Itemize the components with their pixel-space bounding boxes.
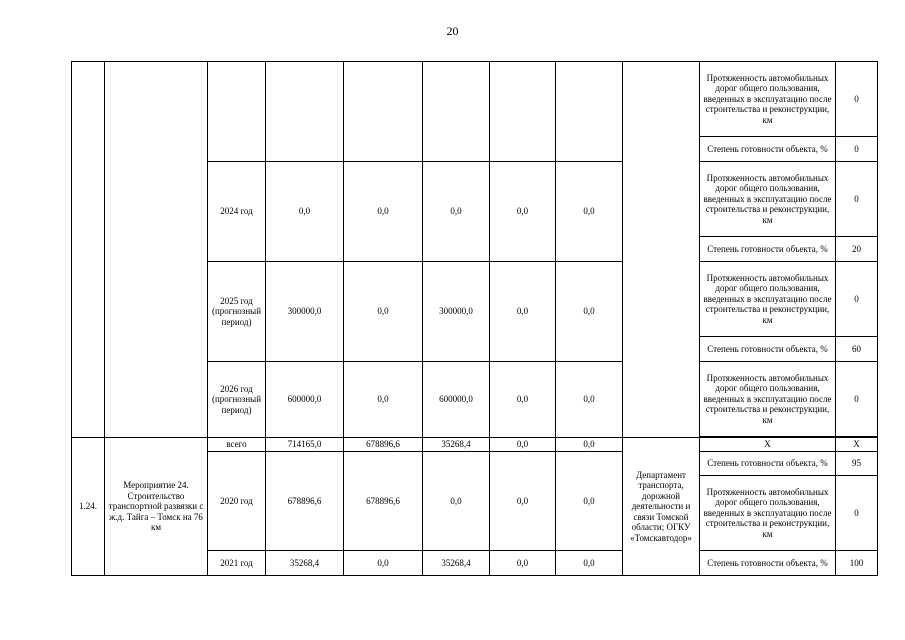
total-value: 678896,6 (344, 438, 423, 452)
value-cell: 35268,4 (266, 551, 344, 576)
value-cell: 0,0 (490, 162, 556, 262)
indicator-readiness: Степень готовности объекта, % (700, 337, 836, 362)
value-cell: 600000,0 (423, 362, 490, 438)
year-cell: 2024 год (208, 162, 266, 262)
year-cell: 2026 год (прогнозный период) (208, 362, 266, 438)
target-value: 20 (836, 237, 878, 262)
total-indicator: Х (700, 438, 836, 452)
total-value: 35268,4 (423, 438, 490, 452)
target-value: 0 (836, 162, 878, 237)
indicator-length: Протяженность автомобильных дорог общего пользования, введенных в эксплуатацию после строительства и реконструкции, км (700, 62, 836, 137)
item-executor: Департамент транспорта, дорожной деятельности и связи Томской области; ОГКУ «Томскавтодор» (623, 438, 700, 576)
value-cell: 0,0 (266, 162, 344, 262)
cell-number-empty (72, 62, 105, 438)
value-cell: 600000,0 (266, 362, 344, 438)
value-cell: 35268,4 (423, 551, 490, 576)
target-value: 95 (836, 452, 878, 476)
target-value: 60 (836, 337, 878, 362)
value-cell: 0,0 (556, 362, 623, 438)
total-target: Х (836, 438, 878, 452)
value-cell: 0,0 (490, 262, 556, 362)
target-value: 0 (836, 62, 878, 137)
indicator-length: Протяженность автомобильных дорог общего пользования, введенных в эксплуатацию после строительства и реконструкции, км (700, 262, 836, 337)
value-cell: 0,0 (423, 452, 490, 551)
value-cell: 0,0 (556, 452, 623, 551)
total-label: всего (208, 438, 266, 452)
cell-value-empty (556, 62, 623, 162)
year-cell: 2025 год (прогнозный период) (208, 262, 266, 362)
year-cell: 2020 год (208, 452, 266, 551)
cell-year-empty (208, 62, 266, 162)
indicator-length: Протяженность автомобильных дорог общего пользования, введенных в эксплуатацию после строительства и реконструкции, км (700, 362, 836, 437)
indicator-readiness: Степень готовности объекта, % (700, 452, 836, 476)
value-cell: 300000,0 (423, 262, 490, 362)
total-value: 714165,0 (266, 438, 344, 452)
value-cell: 0,0 (423, 162, 490, 262)
value-cell: 0,0 (344, 162, 423, 262)
target-value: 0 (836, 362, 878, 437)
value-cell: 0,0 (490, 362, 556, 438)
value-cell: 678896,6 (344, 452, 423, 551)
value-cell: 0,0 (344, 362, 423, 438)
cell-value-empty (490, 62, 556, 162)
indicator-readiness: Степень готовности объекта, % (700, 237, 836, 262)
target-value: 100 (836, 551, 878, 576)
value-cell: 0,0 (556, 162, 623, 262)
item-number: 1.24. (72, 438, 105, 576)
indicator-readiness: Степень готовности объекта, % (700, 137, 836, 162)
target-value: 0 (836, 137, 878, 162)
value-cell: 0,0 (490, 551, 556, 576)
value-cell: 0,0 (490, 452, 556, 551)
total-value: 0,0 (556, 438, 623, 452)
page-number: 20 (446, 24, 459, 38)
cell-executor-empty (623, 62, 700, 438)
cell-value-empty (344, 62, 423, 162)
target-value: 0 (836, 476, 878, 551)
cell-name-empty (105, 62, 208, 438)
cell-value-empty (423, 62, 490, 162)
target-value: 0 (836, 262, 878, 337)
indicator-length: Протяженность автомобильных дорог общего пользования, введенных в эксплуатацию после строительства и реконструкции, км (700, 162, 836, 237)
year-cell: 2021 год (208, 551, 266, 576)
program-table (71, 61, 878, 576)
indicator-length: Протяженность автомобильных дорог общего пользования, введенных в эксплуатацию после строительства и реконструкции, км (700, 476, 836, 551)
item-name: Мероприятие 24. Строительство транспортной развязки с ж.д. Тайга – Томск на 76 км (105, 438, 208, 576)
value-cell: 0,0 (556, 262, 623, 362)
value-cell: 0,0 (344, 551, 423, 576)
value-cell: 0,0 (556, 551, 623, 576)
value-cell: 0,0 (344, 262, 423, 362)
value-cell: 300000,0 (266, 262, 344, 362)
indicator-readiness: Степень готовности объекта, % (700, 551, 836, 576)
total-value: 0,0 (490, 438, 556, 452)
cell-value-empty (266, 62, 344, 162)
value-cell: 678896,6 (266, 452, 344, 551)
